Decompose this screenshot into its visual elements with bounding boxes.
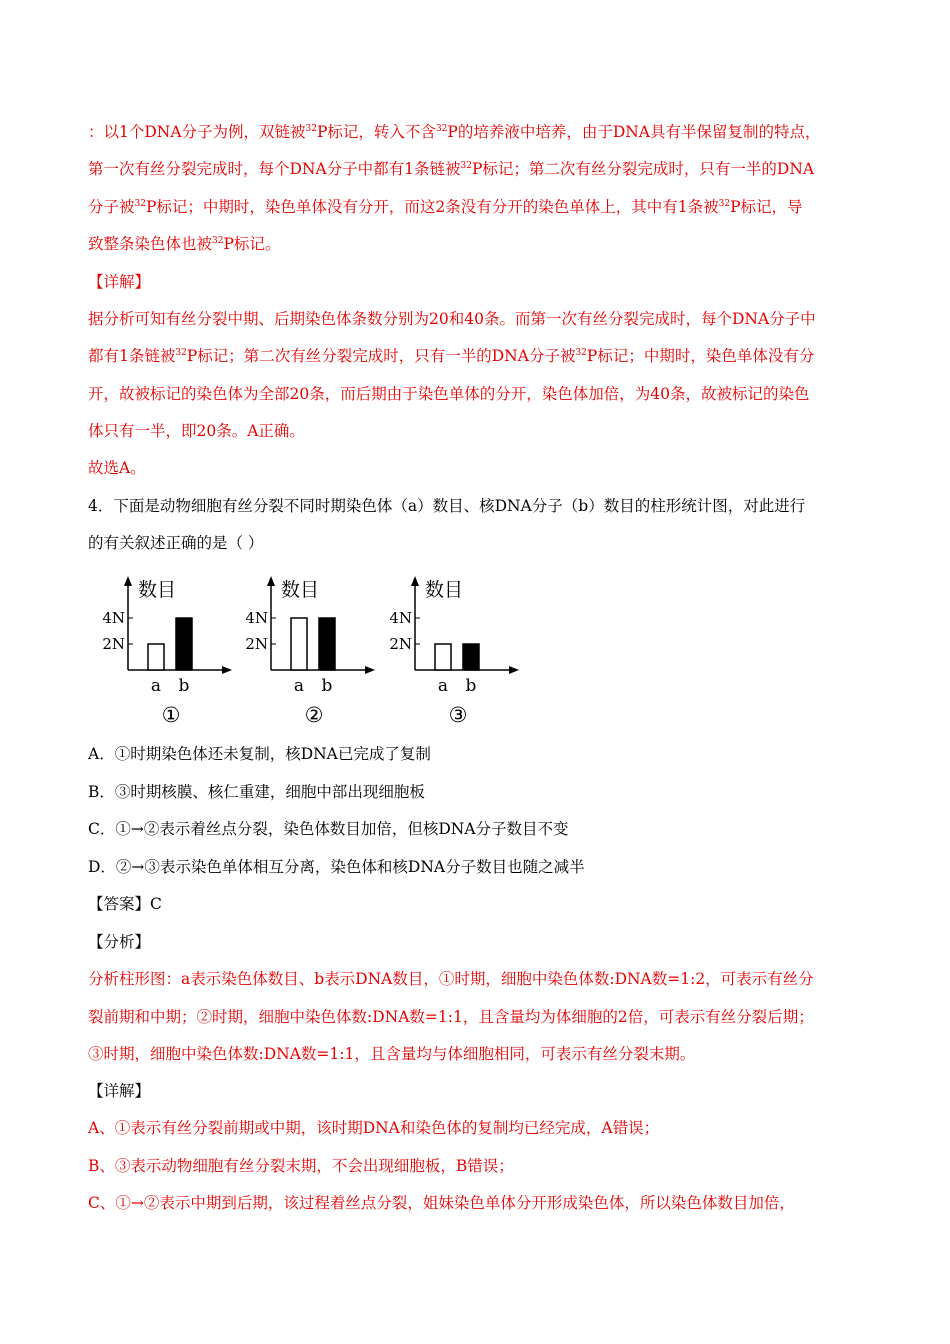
x-axis-arrow bbox=[365, 666, 375, 674]
answer-line: 【答案】C bbox=[88, 895, 162, 913]
x-label-b: b bbox=[465, 676, 477, 696]
y-axis-arrow bbox=[124, 576, 132, 586]
option-d: D．②→③表示染色单体相互分离，染色体和核DNA分子数目也随之减半 bbox=[88, 858, 585, 876]
bar-a bbox=[435, 644, 451, 670]
panel-label: ③ bbox=[448, 703, 468, 727]
question-line-2: 的有关叙述正确的是（ ） bbox=[88, 534, 264, 552]
question-line-1: 4．下面是动物细胞有丝分裂不同时期染色体（a）数目、核DNA分子（b）数目的柱形统计图，对此进行 bbox=[88, 497, 806, 515]
chart-title: 数目 bbox=[138, 579, 177, 601]
detail2-heading: 【详解】 bbox=[88, 1082, 151, 1100]
panel-label: ② bbox=[304, 703, 324, 727]
detail-line-2: 都有1条链被$^{32}$P标记；第二次有丝分裂完成时，只有一半的DNA分子被$^{32}$P标记；中期时，染色单体没有分 bbox=[88, 347, 815, 365]
analysis-line-3: 分子被$^{32}$P标记；中期时，染色单体没有分开，而这2条没有分开的染色单体上，其中有1条被$^{32}$P标记，导 bbox=[88, 198, 803, 216]
panel-label: ① bbox=[161, 703, 181, 727]
y-tick-label: 4N bbox=[389, 609, 412, 627]
y-tick-label: 4N bbox=[245, 609, 268, 627]
x-label-a: a bbox=[150, 676, 162, 696]
analysis-line-1: ：以1个DNA分子为例，双链被$^{32}$P标记，转入不含$^{32}$P的培养液中培养，由于DNA具有半保留复制的特点， bbox=[88, 123, 821, 141]
x-axis-arrow bbox=[509, 666, 519, 674]
x-label-b: b bbox=[178, 676, 190, 696]
chart-title: 数目 bbox=[281, 579, 320, 601]
y-axis-arrow bbox=[267, 576, 275, 586]
detail-line-3: 开，故被标记的染色体为全部20条，而后期由于染色单体的分开，染色体加倍，为40条，故被标记的染色 bbox=[88, 385, 810, 403]
detail2-line-2: B、③表示动物细胞有丝分裂末期，不会出现细胞板，B错误； bbox=[88, 1157, 514, 1175]
y-axis-arrow bbox=[411, 576, 419, 586]
x-label-a: a bbox=[293, 676, 305, 696]
detail-heading: 【详解】 bbox=[88, 273, 151, 291]
y-tick-label: 4N bbox=[102, 609, 125, 627]
bar-b bbox=[176, 618, 192, 670]
option-b: B．③时期核膜、核仁重建，细胞中部出现细胞板 bbox=[88, 783, 425, 801]
bar-chart-figure bbox=[95, 570, 535, 730]
option-c: C．①→②表示着丝点分裂，染色体数目加倍，但核DNA分子数目不变 bbox=[88, 820, 569, 838]
option-a: A．①时期染色体还未复制，核DNA已完成了复制 bbox=[88, 745, 431, 763]
bar-b bbox=[319, 618, 335, 670]
bar-a bbox=[291, 618, 307, 670]
analysis-line-4: 致整条染色体也被$^{32}$P标记。 bbox=[88, 235, 281, 253]
y-tick-label: 2N bbox=[245, 635, 268, 653]
analysis2-line-1: 分析柱形图：a表示染色体数目、b表示DNA数目，①时期，细胞中染色体数:DNA数=1:2，可表示有丝分 bbox=[88, 970, 814, 988]
x-label-a: a bbox=[437, 676, 449, 696]
detail2-line-3: C、①→②表示中期到后期，该过程着丝点分裂，姐妹染色单体分开形成染色体，所以染色体数目加倍， bbox=[88, 1194, 795, 1212]
chart-title: 数目 bbox=[425, 579, 464, 601]
y-tick-label: 2N bbox=[389, 635, 412, 653]
detail-line-4: 体只有一半，即20条。A正确。 bbox=[88, 422, 305, 440]
analysis2-line-3: ③时期，细胞中染色体数:DNA数=1:1，且含量均与体细胞相同，可表示有丝分裂末期。 bbox=[88, 1045, 696, 1063]
bar-b bbox=[463, 644, 479, 670]
analysis-heading: 【分析】 bbox=[88, 933, 151, 951]
analysis2-line-2: 裂前期和中期；②时期，细胞中染色体数:DNA数=1:1，且含量均为体细胞的2倍，可表示有丝分裂后期； bbox=[88, 1008, 814, 1026]
y-tick-label: 2N bbox=[102, 635, 125, 653]
x-axis-arrow bbox=[222, 666, 232, 674]
bar-a bbox=[148, 644, 164, 670]
detail-line-1: 据分析可知有丝分裂中期、后期染色体条数分别为20和40条。而第一次有丝分裂完成时，每个DNA分子中 bbox=[88, 310, 816, 328]
detail2-line-1: A、①表示有丝分裂前期或中期，该时期DNA和染色体的复制均已经完成，A错误； bbox=[88, 1119, 660, 1137]
analysis-line-2: 第一次有丝分裂完成时，每个DNA分子中都有1条链被$^{32}$P标记；第二次有丝分裂完成时，只有一半的DNA bbox=[88, 160, 815, 178]
x-label-b: b bbox=[321, 676, 333, 696]
detail-conclusion: 故选A。 bbox=[88, 459, 146, 477]
